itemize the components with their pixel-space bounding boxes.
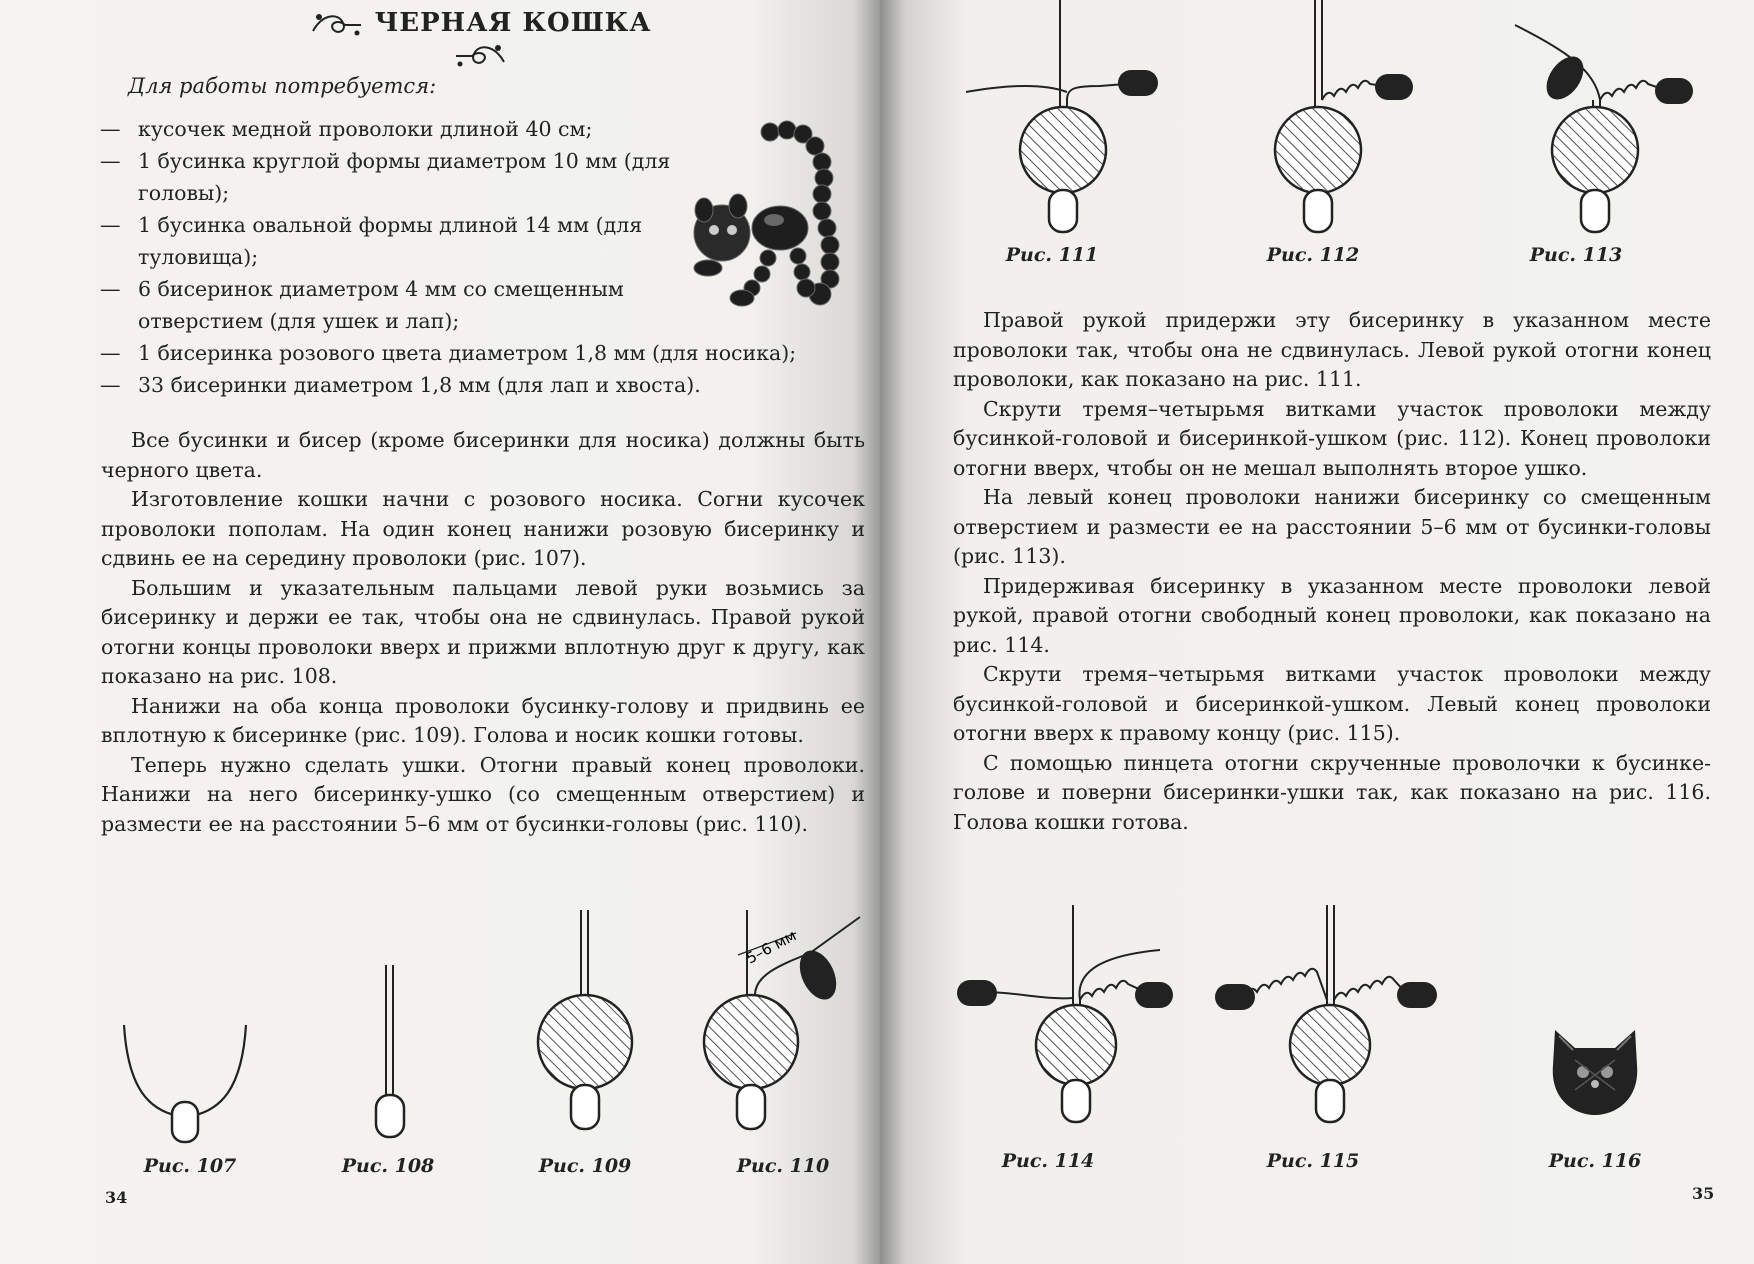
beaded-cat-photo <box>670 118 870 318</box>
figure-108-diagram <box>360 960 420 1160</box>
list-item: — кусочек медной проволоки длиной 40 см; <box>100 117 593 141</box>
material-text: кусочек медной проволоки длиной 40 см; <box>138 117 593 141</box>
figure-caption: Рис. 110 <box>736 1155 830 1177</box>
paragraph: Изготовление кошки начни с розового носика. Согни кусочек проволоки пополам. На один конец нанижи розовую бисеринку и сдвинь ее на середину проволоки (рис. 107). <box>101 487 865 570</box>
material-text: 33 бисеринки диаметром 1,8 мм (для лап и хвоста). <box>138 373 701 397</box>
figure-caption: Рис. 115 <box>1266 1150 1360 1172</box>
figure-115-diagram <box>1205 900 1455 1140</box>
paragraph: Все бусинки и бисер (кроме бисеринки для носика) должны быть черного цвета. <box>101 428 865 482</box>
figure-107-diagram <box>110 1010 260 1160</box>
flourish-left-ornament <box>309 9 365 39</box>
page-title: ЧЕРНАЯ КОШКА <box>374 8 652 38</box>
paragraph: С помощью пинцета отогни скрученные проволочки к бусинке-голове и поверни бисеринки-ушки так, как показано на рис. 116. Голова кошки готова. <box>953 750 1711 834</box>
figure-caption: Рис. 107 <box>143 1155 237 1177</box>
right-body-text <box>953 306 1711 837</box>
paragraph: Правой рукой придержи эту бисеринку в указанном месте проволоки так, чтобы она не сдвинулась. Левой рукой отогни конец проволоки, как показано на рис. 111. <box>953 308 1711 391</box>
paragraph: На левый конец проволоки нанижи бисеринку со смещенным отверстием и размести ее на расстоянии 5–6 мм от бусинки-головы (рис. 113). <box>953 485 1711 568</box>
flourish-right-ornament <box>452 40 508 70</box>
list-item: — 6 бисеринок диаметром 4 мм со смещенным отверстием (для ушек и лап); <box>100 277 624 333</box>
paragraph: Нанижи на оба конца проволоки бусинку-голову и придвинь ее вплотную к бисеринке (рис. 109). Голова и носик кошки готовы. <box>101 693 865 747</box>
right-page <box>880 0 1754 1264</box>
material-text: 6 бисеринок диаметром 4 мм со смещенным отверстием (для ушек и лап); <box>138 277 624 333</box>
list-item: — 1 бусинка овальной формы длиной 14 мм (для туловища); <box>100 213 643 269</box>
material-text: 1 бисеринка розового цвета диаметром 1,8 мм (для носика); <box>138 341 797 365</box>
figure-caption: Рис. 116 <box>1548 1150 1642 1172</box>
figure-caption: Рис. 112 <box>1266 244 1360 266</box>
page-number: 35 <box>1692 1184 1715 1203</box>
figure-112-diagram <box>1215 0 1435 240</box>
left-body-text <box>101 426 865 839</box>
figure-114-diagram <box>955 900 1195 1140</box>
page-number: 34 <box>105 1188 128 1207</box>
figure-caption: Рис. 114 <box>1001 1150 1095 1172</box>
figure-116-cat-head <box>1545 1010 1645 1120</box>
list-item: — 1 бусинка круглой формы диаметром 10 мм (для головы); <box>100 149 671 205</box>
list-item: — 33 бисеринки диаметром 1,8 мм (для лап и хвоста). <box>100 373 701 397</box>
paragraph: Теперь нужно сделать ушки. Отогни правый конец проволоки. Нанижи на него бисеринку-ушко (со смещенным отверстием) и размести ее на расстоянии 5–6 мм от бусинки-головы (рис. 110). <box>101 752 865 836</box>
figure-109-diagram <box>530 905 640 1165</box>
paragraph: Скрути тремя–четырьмя витками участок проволоки между бусинкой-головой и бисеринкой-ушком. Левый конец проволоки отогни вверх к правому концу (рис. 115). <box>953 662 1711 745</box>
figure-caption: Рис. 111 <box>1005 244 1099 266</box>
paragraph: Придерживая бисеринку в указанном месте проволоки левой рукой, правой отогни свободный конец проволоки, как показано на рис. 114. <box>953 573 1711 657</box>
figure-caption: Рис. 109 <box>538 1155 632 1177</box>
figure-110-dimension-label: 5–6 мм <box>743 926 800 968</box>
figure-caption: Рис. 108 <box>341 1155 435 1177</box>
figure-111-diagram <box>960 0 1180 240</box>
material-text: 1 бусинка овальной формы длиной 14 мм (для туловища); <box>138 213 643 269</box>
list-item: — 1 бисеринка розового цвета диаметром 1,8 мм (для носика); <box>100 341 797 365</box>
paragraph: Скрути тремя–четырьмя витками участок проволоки между бусинкой-головой и бисеринкой-ушком (рис. 112). Конец проволоки отогни вверх, чтобы он не мешал выполнять второе ушко. <box>953 396 1711 480</box>
figure-caption: Рис. 113 <box>1529 244 1623 266</box>
page-title-block <box>285 8 675 70</box>
material-text: 1 бусинка круглой формы диаметром 10 мм (для головы); <box>138 149 671 205</box>
materials-intro: Для работы потребуется: <box>128 74 437 98</box>
paragraph: Большим и указательным пальцами левой руки возьмись за бисеринку и держи ее так, чтобы она не сдвинулась. Правой рукой отогни концы проволоки вверх и прижми вплотную друг к другу, как показано на рис. 108. <box>101 575 865 688</box>
figure-110-diagram <box>700 905 880 1165</box>
figure-113-diagram <box>1465 0 1695 240</box>
